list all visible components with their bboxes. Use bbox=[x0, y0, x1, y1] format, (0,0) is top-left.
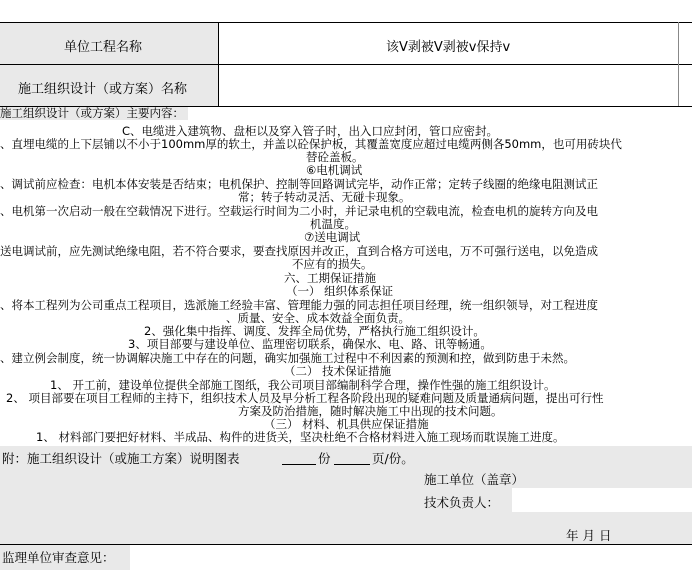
content-line: C、电缆进入建筑物、盘柜以及穿入管子时，出入口应封闭，管口应密封。 bbox=[122, 124, 499, 138]
attachment-copies-field[interactable] bbox=[282, 464, 316, 465]
attachment-unit-pages: 页/份。 bbox=[372, 451, 414, 466]
content-line: ⑥电机调试 bbox=[306, 163, 363, 177]
attachment-prefix: 附：施工组织设计（或施工方案）说明图表 bbox=[2, 451, 240, 466]
content-title: 施工组织设计（或方案）主要内容： bbox=[0, 107, 188, 120]
attachment-pages-field[interactable] bbox=[334, 464, 370, 465]
attachment-unit-copies: 份 bbox=[318, 451, 331, 466]
content-line: 方案及防治措施，随时解决施工中出现的技术问题。 bbox=[238, 404, 503, 418]
content-line: 常；转子转动灵活、无碰卡现象。 bbox=[238, 190, 411, 204]
content-line: 1、 开工前，建设单位提供全部施工图纸，我公司项目部编制科学合理，操作性强的施工组织设计。 bbox=[50, 378, 556, 392]
content-line: 、将本工程列为公司重点工程项目，选派施工经验丰富、管理能力强的同志担任项目经理，统一组织领导，对工程进度 bbox=[0, 298, 598, 312]
table-row-border-1 bbox=[0, 64, 692, 65]
project-name-value[interactable]: 该V剥被V剥被v保持v bbox=[386, 40, 511, 55]
content-line: 六、工期保证措施 bbox=[284, 271, 376, 285]
supervision-top-border bbox=[0, 544, 692, 545]
project-name-label: 单位工程名称 bbox=[64, 40, 143, 55]
table-column-divider bbox=[218, 22, 219, 106]
design-name-label: 施工组织设计（或方案）名称 bbox=[18, 82, 188, 97]
content-line: 、质量、安全、成本效益全面负责。 bbox=[226, 311, 410, 325]
content-line: 、电机第一次启动一般在空载情况下进行。空载运行时间为二小时，并记录电机的空载电流，检查电机的旋转方向及电 bbox=[0, 204, 598, 218]
content-line: 、直埋电缆的上下层铺以不小于100mm厚的软土，并盖以砼保护板，其覆盖宽度应超过电缆两侧各50mm，也可用砖块代 bbox=[0, 137, 622, 151]
table-right-border bbox=[678, 22, 679, 106]
signature-date: 年 月 日 bbox=[566, 528, 612, 543]
content-line: 1、 材料部门要把好材料、半成品、构件的进货关，坚决杜绝不合格材料进入施工现场而耽误施工进度。 bbox=[36, 430, 565, 444]
table-top-border bbox=[0, 22, 692, 23]
content-line: （一） 组织体系保证 bbox=[286, 284, 394, 298]
content-line: 、调试前应检查：电机本体安装是否结束；电机保护、控制等回路调试完毕，动作正常；定转子线圈的绝缘电阻测试正 bbox=[0, 177, 598, 191]
content-line: 送电调试前，应先测试绝缘电阻，若不符合要求，要查找原因并改正，直到合格方可送电，万不可强行送电，以免造成 bbox=[0, 244, 598, 258]
content-line: 机温度。 bbox=[310, 217, 356, 231]
content-line: （三） 材料、机具供应保证措施 bbox=[264, 417, 429, 431]
content-line: 2、强化集中指挥、调度、发挥全局优势，严格执行施工组织设计。 bbox=[144, 324, 485, 338]
signature-white-box bbox=[512, 488, 692, 512]
content-line: 2、 项目部要在项目工程师的主持下，组织技术人员及早分析工程各阶段出现的疑难问题及质量通病问题，提出可行性 bbox=[6, 391, 604, 405]
construction-unit-label: 施工单位（盖章） bbox=[424, 472, 525, 487]
content-line: ⑦送电调试 bbox=[304, 230, 361, 244]
content-line: （二） 技术保证措施 bbox=[284, 364, 392, 378]
content-line: 3、项目部要与建设单位、监理密切联系，确保水、电、路、讯等畅通。 bbox=[128, 337, 492, 351]
main-content bbox=[0, 106, 692, 444]
content-line: 替砼盖板。 bbox=[306, 150, 364, 164]
tech-lead-label: 技术负责人： bbox=[424, 495, 500, 510]
supervision-label: 监理单位审查意见： bbox=[2, 550, 115, 565]
content-line: 、建立例会制度，统一协调解决施工中存在的问题，确实加强施工过程中不利因素的预测和控，做到防患于未然。 bbox=[0, 351, 575, 365]
content-line: 不应有的损失。 bbox=[292, 257, 373, 271]
